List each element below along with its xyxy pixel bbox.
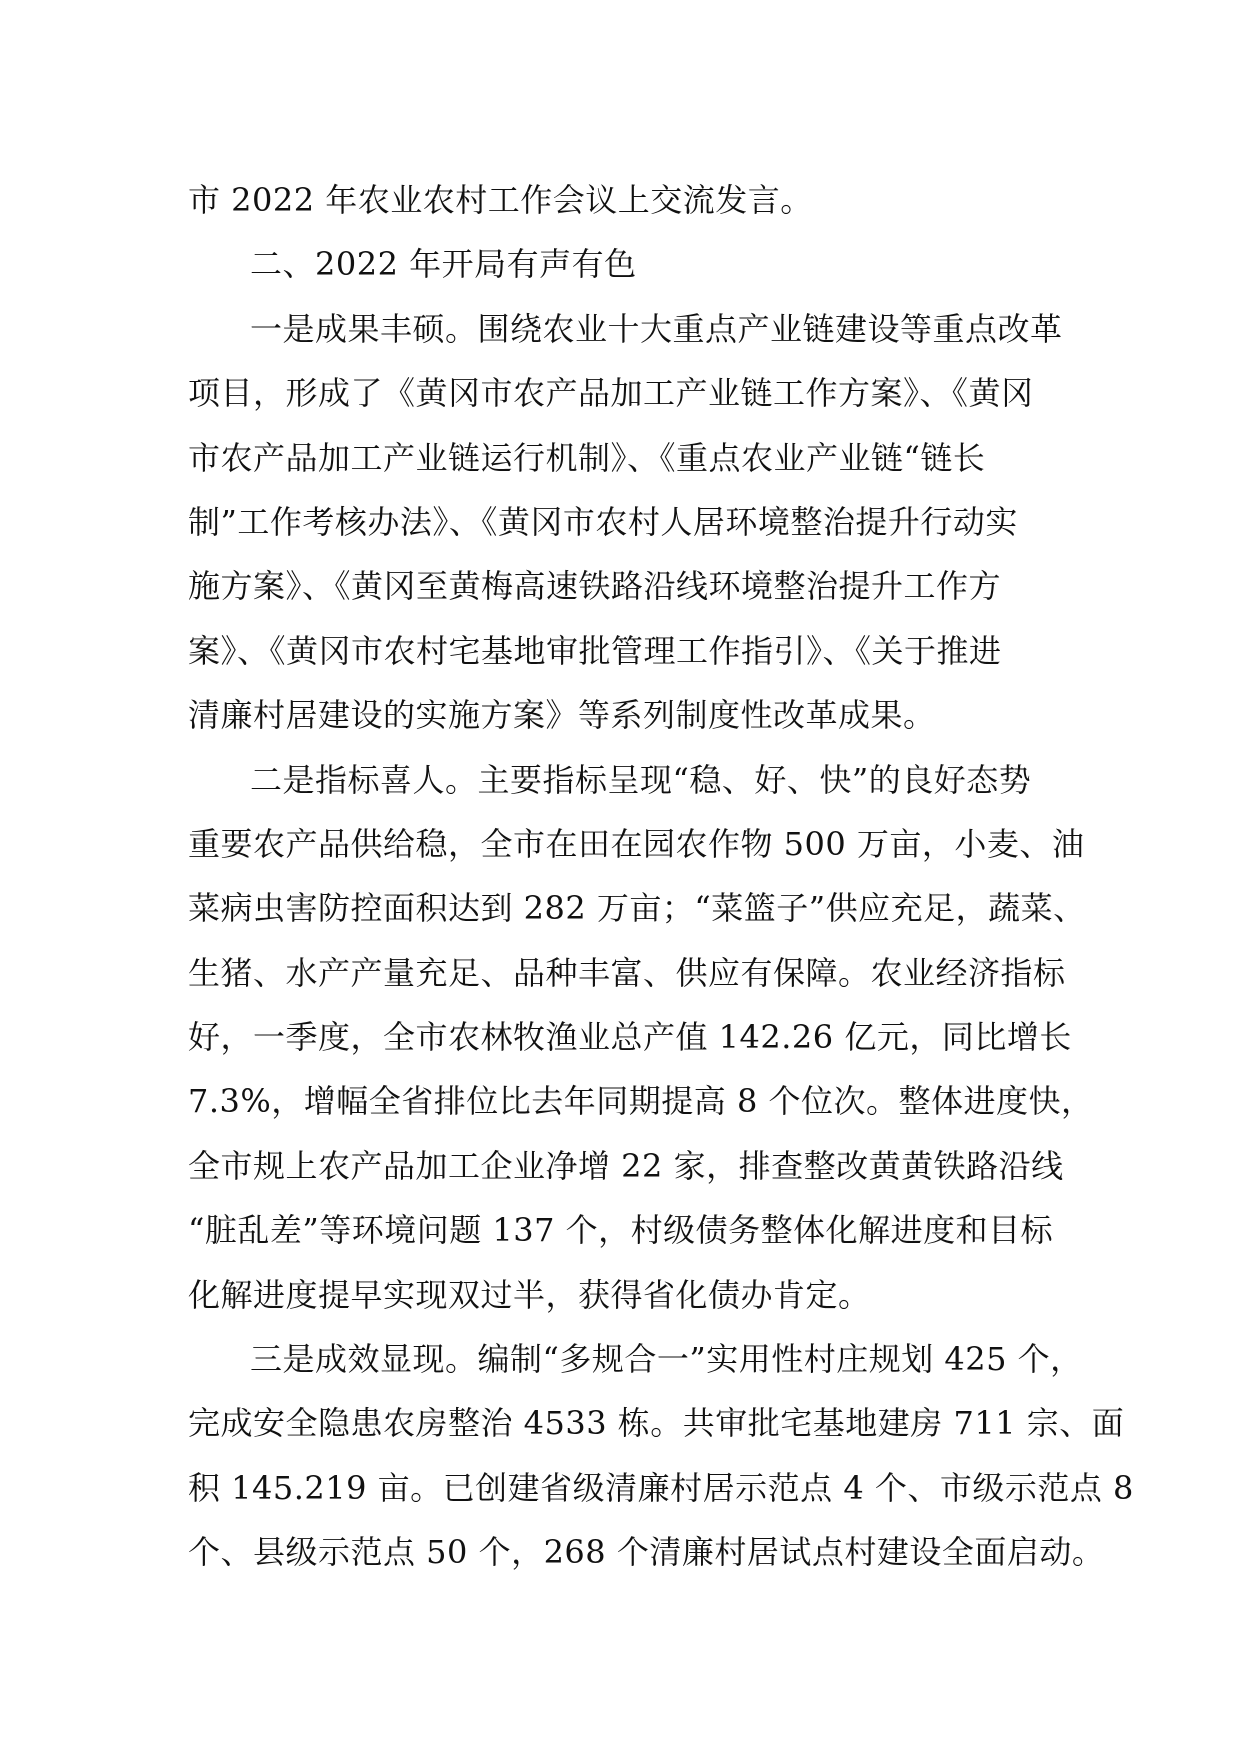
text-line: 施方案》、《黄冈至黄梅高速铁路沿线环境整治提升工作方 xyxy=(188,567,1002,606)
text-line: 全市规上农产品加工企业净增 22 家，排查整改黄黄铁路沿线 xyxy=(188,1146,1064,1185)
text-line: 三是成效显现。编制“多规合一”实用性村庄规划 425 个， xyxy=(250,1340,1083,1379)
text-line: 生猪、水产产量充足、品种丰富、供应有保障。农业经济指标 xyxy=(188,953,1066,992)
text-line: 清廉村居建设的实施方案》等系列制度性改革成果。 xyxy=(188,696,936,735)
text-line: “脏乱差”等环境问题 137 个，村级债务整体化解进度和目标 xyxy=(188,1211,1054,1250)
text-line: 制”工作考核办法》、《黄冈市农村人居环境整治提升行动实 xyxy=(188,502,1018,541)
text-line: 化解进度提早实现双过半，获得省化债办肯定。 xyxy=(188,1275,871,1314)
text-line: 市 2022 年农业农村工作会议上交流发言。 xyxy=(188,181,813,219)
text-line: 完成安全隐患农房整治 4533 栋。共审批宅基地建房 711 宗、面 xyxy=(188,1404,1125,1443)
text-line: 重要农产品供给稳，全市在田在园农作物 500 万亩，小麦、油 xyxy=(188,824,1085,863)
text-line: 好，一季度，全市农林牧渔业总产值 142.26 亿元，同比增长 xyxy=(188,1018,1072,1057)
text-line: 7.3%，增幅全省排位比去年同期提高 8 个位次。整体进度快， xyxy=(188,1082,1094,1121)
text-line: 积 145.219 亩。已创建省级清廉村居示范点 4 个、市级示范点 8 xyxy=(188,1468,1134,1507)
text-line: 市农产品加工产业链运行机制》、《重点农业产业链“链长 xyxy=(188,438,986,477)
body-text xyxy=(188,168,1134,1585)
text-line: 二是指标喜人。主要指标呈现“稳、好、快”的良好态势 xyxy=(250,760,1032,799)
text-line: 菜病虫害防控面积达到 282 万亩；“菜篮子”供应充足，蔬菜、 xyxy=(188,889,1086,928)
text-line: 项目，形成了《黄冈市农产品加工产业链工作方案》、《黄冈 xyxy=(188,374,1034,413)
section-heading: 二、2022 年开局有声有色 xyxy=(250,245,637,284)
text-line: 案》、《黄冈市农村宅基地审批管理工作指引》、《关于推进 xyxy=(188,631,1002,670)
text-line: 一是成果丰硕。围绕农业十大重点产业链建设等重点改革 xyxy=(250,309,1063,348)
text-line: 个、县级示范点 50 个，268 个清廉村居试点村建设全面启动。 xyxy=(188,1533,1105,1572)
